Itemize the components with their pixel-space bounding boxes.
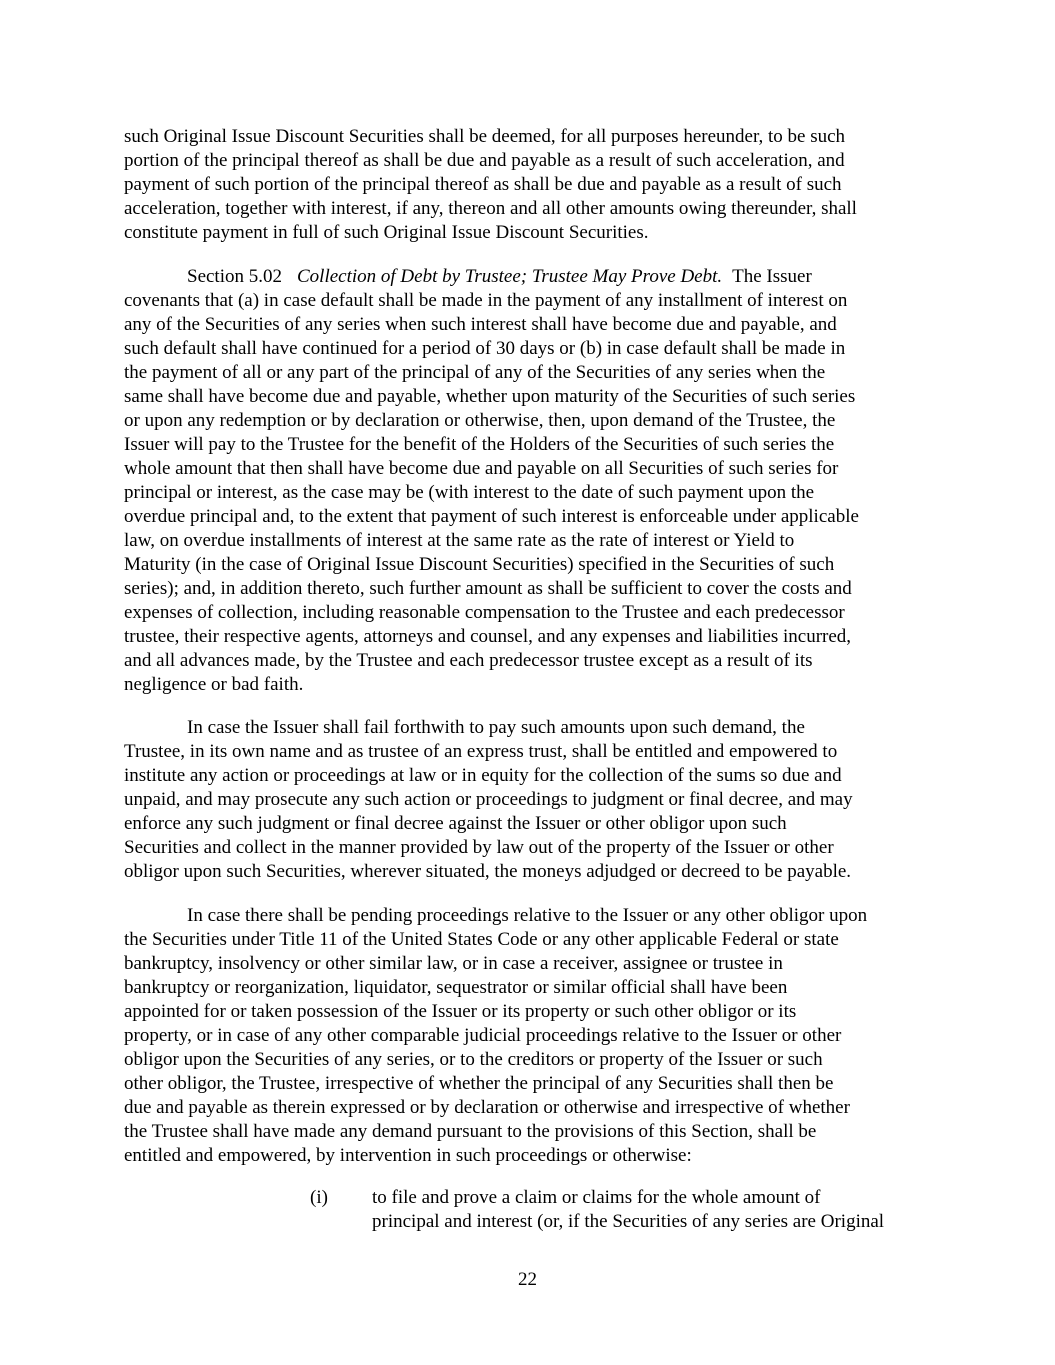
text-line: the Securities under Title 11 of the United States Code or any other applicable Federal or state xyxy=(124,929,839,950)
text-line: whole amount that then shall have become due and payable on all Securities of such series for xyxy=(124,458,839,479)
text-line: law, on overdue installments of interest at the same rate as the rate of interest or Yield to xyxy=(124,530,795,551)
text-line: trustee, their respective agents, attorneys and counsel, and any expenses and liabilities incurred, xyxy=(124,626,852,647)
text-line: principal and interest (or, if the Securities of any series are Original xyxy=(372,1211,885,1232)
text-line: payment of such portion of the principal thereof as shall be due and payable as a result of such xyxy=(124,174,842,195)
section-heading-line xyxy=(187,265,812,289)
text-line: portion of the principal thereof as shall be due and payable as a result of such acceleration, and xyxy=(124,150,845,171)
text-line: expenses of collection, including reasonable compensation to the Trustee and each predecessor xyxy=(124,602,845,623)
section-title: Collection of Debt by Trustee; Trustee May Prove Debt. xyxy=(297,266,723,287)
text-line: such Original Issue Discount Securities shall be deemed, for all purposes hereunder, to be such xyxy=(124,126,846,147)
text-line: institute any action or proceedings at law or in equity for the collection of the sums so due and xyxy=(124,765,842,786)
text-line: such default shall have continued for a period of 30 days or (b) in case default shall be made in xyxy=(124,338,846,359)
text-line: acceleration, together with interest, if any, thereon and all other amounts owing thereunder, shall xyxy=(124,198,857,219)
text-line: bankruptcy or reorganization, liquidator, sequestrator or similar official shall have been xyxy=(124,977,788,998)
text-line: enforce any such judgment or final decree against the Issuer or other obligor upon such xyxy=(124,813,787,834)
text-line: to file and prove a claim or claims for the whole amount of xyxy=(372,1187,821,1208)
text-line: or upon any redemption or by declaration or otherwise, then, upon demand of the Trustee, the xyxy=(124,410,836,431)
text-line: and all advances made, by the Trustee and each predecessor trustee except as a result of its xyxy=(124,650,813,671)
text-line: any of the Securities of any series when such interest shall have become due and payable, and xyxy=(124,314,837,335)
page-number: 22 xyxy=(518,1269,537,1290)
text-line: constitute payment in full of such Original Issue Discount Securities. xyxy=(124,222,649,243)
text-line: entitled and empowered, by intervention in such proceedings or otherwise: xyxy=(124,1145,692,1166)
section-number: Section 5.02 xyxy=(187,266,282,287)
text-line: Trustee, in its own name and as trustee of an express trust, shall be entitled and empowered to xyxy=(124,741,838,762)
text-line: unpaid, and may prosecute any such action or proceedings to judgment or final decree, and may xyxy=(124,789,853,810)
text-line: obligor upon such Securities, wherever situated, the moneys adjudged or decreed to be payable. xyxy=(124,861,852,882)
text-line: due and payable as therein expressed or by declaration or otherwise and irrespective of whether xyxy=(124,1097,850,1118)
text-line: Maturity (in the case of Original Issue Discount Securities) specified in the Securities of such xyxy=(124,554,835,575)
text-line: overdue principal and, to the extent that payment of such interest is enforceable under applicable xyxy=(124,506,859,527)
text-line: negligence or bad faith. xyxy=(124,674,304,695)
text-line: In case there shall be pending proceedings relative to the Issuer or any other obligor upon xyxy=(187,905,868,926)
text-line: appointed for or taken possession of the Issuer or its property or such other obligor or its xyxy=(124,1001,797,1022)
text-line: other obligor, the Trustee, irrespective of whether the principal of any Securities shall then be xyxy=(124,1073,834,1094)
text-line: In case the Issuer shall fail forthwith to pay such amounts upon such demand, the xyxy=(187,717,805,738)
section-text-start: The Issuer xyxy=(732,266,812,287)
text-line: principal or interest, as the case may be (with interest to the date of such payment upon the xyxy=(124,482,815,503)
text-line: the Trustee shall have made any demand pursuant to the provisions of this Section, shall be xyxy=(124,1121,817,1142)
text-line: series); and, in addition thereto, such further amount as shall be sufficient to cover the costs and xyxy=(124,578,852,599)
text-line: the payment of all or any part of the principal of any of the Securities of any series when the xyxy=(124,362,826,383)
text-line: Issuer will pay to the Trustee for the benefit of the Holders of the Securities of such series the xyxy=(124,434,835,455)
list-marker: (i) xyxy=(310,1187,328,1208)
text-line: bankruptcy, insolvency or other similar law, or in case a receiver, assignee or trustee in xyxy=(124,953,783,974)
text-line: Securities and collect in the manner provided by law out of the property of the Issuer or other xyxy=(124,837,834,858)
text-line: obligor upon the Securities of any series, or to the creditors or property of the Issuer or such xyxy=(124,1049,823,1070)
text-line: same shall have become due and payable, whether upon maturity of the Securities of such series xyxy=(124,386,856,407)
text-line: property, or in case of any other comparable judicial proceedings relative to the Issuer or other xyxy=(124,1025,842,1046)
text-line: covenants that (a) in case default shall be made in the payment of any installment of interest on xyxy=(124,290,848,311)
